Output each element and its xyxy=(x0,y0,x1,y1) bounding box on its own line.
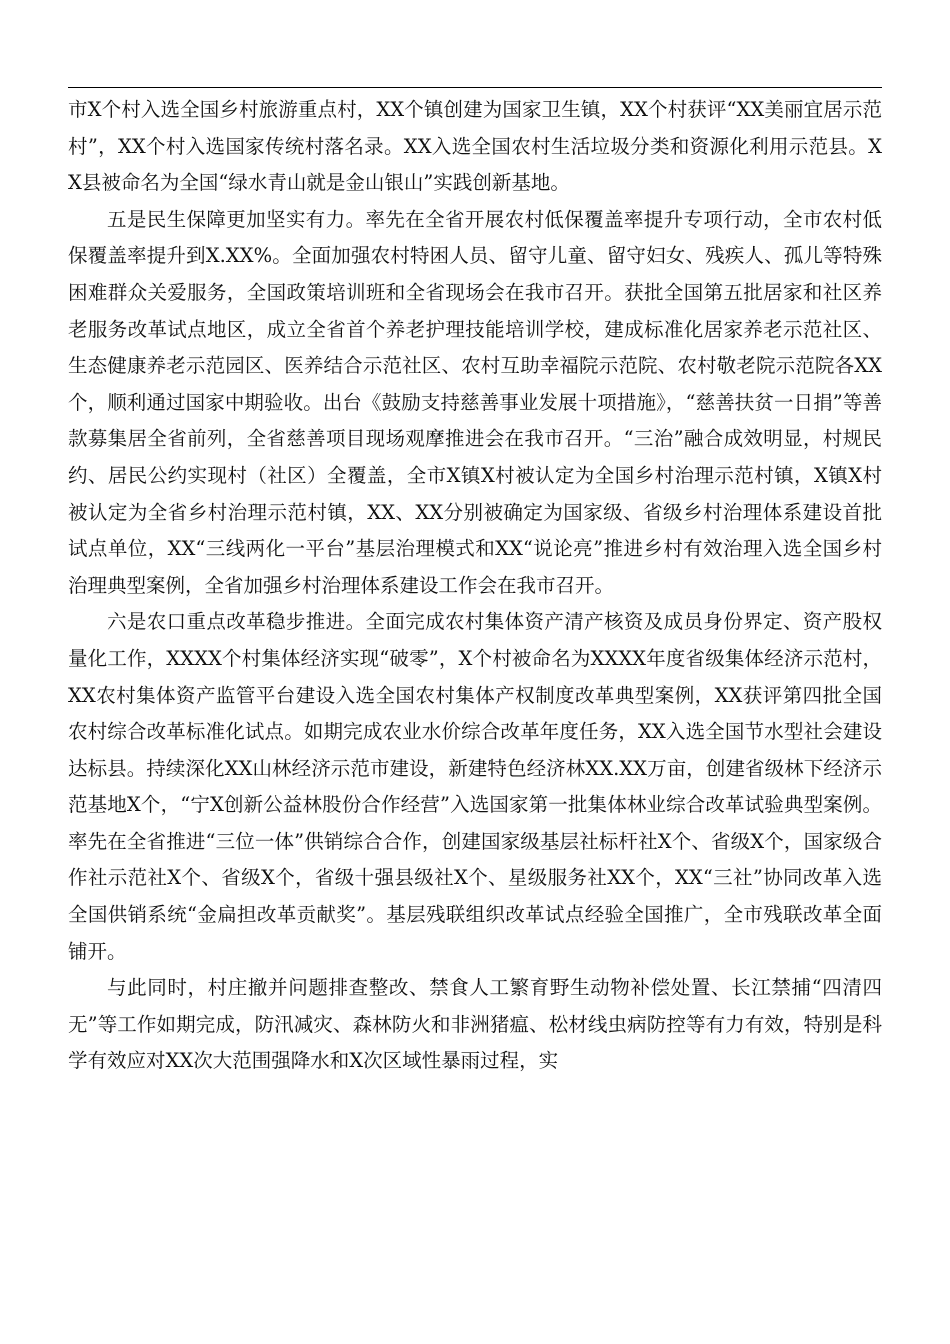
paragraph-continued: 市X个村入选全国乡村旅游重点村，XX个镇创建为国家卫生镇，XX个村获评“XX美丽宜居示范村”，XX个村入选国家传统村落名录。XX入选全国农村生活垃圾分类和资源化利用示范县。XX县被命名为全国“绿水青山就是金山银山”实践创新基地。 xyxy=(68,98,882,195)
paragraph-meanwhile: 与此同时，村庄撤并问题排查整改、禁食人工繁育野生动物补偿处置、长江禁捕“四清四无”等工作如期完成，防汛减灾、森林防火和非洲猪瘟、松材线虫病防控等有力有效，特别是科学有效应对XX次大范围强降水和X次区域性暴雨过程，实 xyxy=(68,976,882,1073)
paragraph-agricultural-reform: 六是农口重点改革稳步推进。全面完成农村集体资产清产核资及成员身份界定、资产股权量化工作，XXXX个村集体经济实现“破零”，X个村被命名为XXXX年度省级集体经济示范村，XX农村集体资产监管平台建设入选全国农村集体产权制度改革典型案例，XX获评第四批全国农村综合改革标准化试点。如期完成农业水价综合改革年度任务，XX入选全国节水型社会建设达标县。持续深化XX山林经济示范市建设，新建特色经济林XX.XX万亩，创建省级林下经济示范基地X个，“宁X创新公益林股份合作经营”入选国家第一批集体林业综合改革试验典型案例。率先在全省推进“三位一体”供销综合合作，创建国家级基层社标杆社X个、省级X个，国家级合作社示范社X个、省级X个，省级十强县级社X个、星级服务社XX个，XX“三社”协同改革入选全国供销系统“金扁担改革贡献奖”。基层残联组织改革试点经验全国推广，全市残联改革全面铺开。 xyxy=(68,610,882,963)
header-rule xyxy=(68,87,882,88)
paragraph-livelihood-security: 五是民生保障更加坚实有力。率先在全省开展农村低保覆盖率提升专项行动，全市农村低保覆盖率提升到X.XX%。全面加强农村特困人员、留守儿童、留守妇女、残疾人、孤儿等特殊困难群众关爱服务，全国政策培训班和全省现场会在我市召开。获批全国第五批居家和社区养老服务改革试点地区，成立全省首个养老护理技能培训学校，建成标准化居家养老示范社区、生态健康养老示范园区、医养结合示范社区、农村互助幸福院示范院、农村敬老院示范院各XX个，顺利通过国家中期验收。出台《鼓励支持慈善事业发展十项措施》，“慈善扶贫一日捐”等善款募集居全省前列，全省慈善项目现场观摩推进会在我市召开。“三治”融合成效明显，村规民约、居民公约实现村（社区）全覆盖，全市X镇X村被认定为全国乡村治理示范村镇，X镇X村被认定为全省乡村治理示范村镇，XX、XX分别被确定为国家级、省级乡村治理体系建设首批试点单位，XX“三线两化一平台”基层治理模式和XX“说论亮”推进乡村有效治理入选全国乡村治理典型案例，全省加强乡村治理体系建设工作会在我市召开。 xyxy=(68,207,882,597)
document-body xyxy=(68,92,882,1080)
